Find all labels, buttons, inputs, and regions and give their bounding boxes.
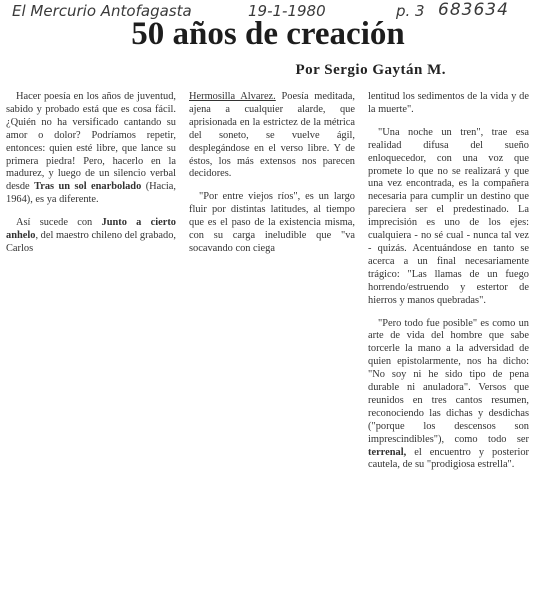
- article-title: 50 años de creación: [131, 16, 405, 52]
- article-byline: Por Sergio Gaytán M.: [295, 62, 446, 78]
- book-title: Junto a cierto anhelo: [6, 217, 176, 242]
- archive-code: 683634: [438, 0, 509, 20]
- text-column-2: [189, 91, 355, 266]
- text-column-3: [368, 91, 529, 482]
- emphasized-word: terrenal,: [368, 446, 407, 458]
- newspaper-name: El Mercurio Antofagasta: [12, 2, 192, 20]
- paragraph: "Pero todo fue posible" es como un arte de vida del hombre que sabe torcerle la mano a la adversidad de quien epistolarmente, nos ha dicho: "No soy ni he sido tipo de pena durable ni anuladora". Versos que reunidos en tres cantos resumen, reconociendo las dichas y desdichas ("porque los descensos son imprescindibles"), como todo ser terrenal, el encuentro y posterior cautela, de su "prodigiosa estrella".: [368, 317, 529, 471]
- author-name: Hermosilla Alvarez.: [189, 91, 276, 102]
- paragraph: Hacer poesía en los años de juventud, sabido y probado está que es cosa fácil. ¿Quién no ha versificado cantando su amor o dolor? Podríamos repetir, entonces: quien esté libre, que lance su primera piedra! Pero, hacerlo en la madurez, y luego de un silencio verbal desde Tras un sol enarbolado (Hacia, 1964), es ya diferente.: [6, 91, 176, 206]
- paragraph: lentitud los sedimentos de la vida y de la muerte".: [368, 91, 529, 115]
- paragraph: Hermosilla Alvarez. Poesía meditada, ajena a cualquier alarde, que aprisionada en la estrictez de la métrica del soneto, se vuelve ágil, desplegándose en el verso libre. Y de éstos, los más extensos nos parecen decidores.: [189, 91, 355, 180]
- paragraph: "Una noche un tren", trae esa realidad difusa del sueño enloquecedor, con una voz que promete lo que no se realizará y que una vez encontrada, es la compañera necesaria para cumplir un destino que pareciera ser el predestinado. La imprecisión es uno de los ejes: cualquiera - no sé cual - nunca tal vez - quizás. Acentuándose en tanto se acerca a un final necesariamente trágico: "Las llamas de un fuego horrendo/estruendo y estertor de hierros y manos quebradas".: [368, 126, 529, 306]
- publication-date: 19-1-1980: [248, 2, 326, 20]
- paragraph: Así sucede con Junto a cierto anhelo, del maestro chileno del grabado, Carlos: [6, 217, 176, 254]
- text-column-1: [6, 91, 176, 266]
- page-number: p. 3: [396, 2, 425, 20]
- paragraph: "Por entre viejos ríos", es un largo fluir por distintas latitudes, al tiempo que es el paso de la existencia misma, con su carga ineludible que "va socavando con ciega: [189, 191, 355, 254]
- book-title: Tras un sol enarbolado: [34, 181, 142, 193]
